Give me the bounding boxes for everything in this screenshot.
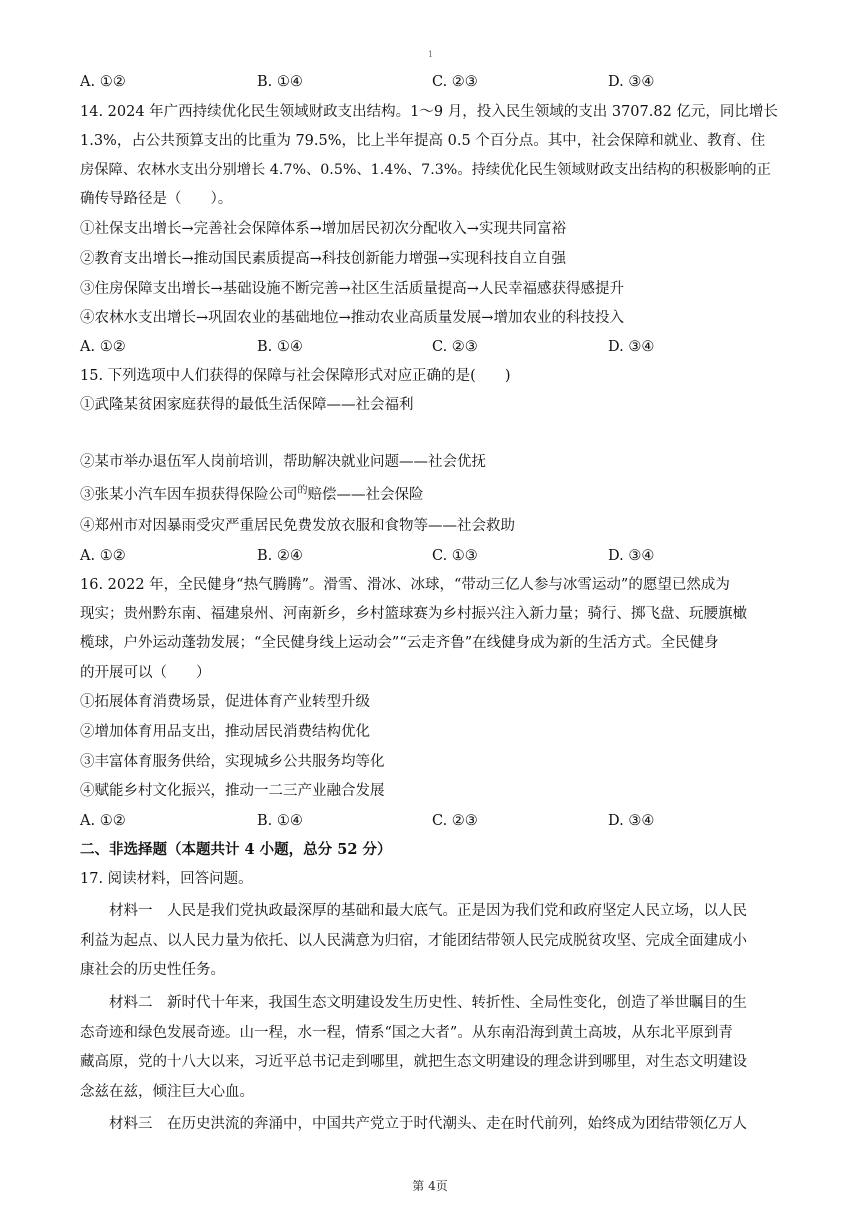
- q15-item: ④郑州市对因暴雨受灾严重居民免费发放衣服和食物等——社会救助: [80, 518, 515, 534]
- option-d: D. ③④: [608, 548, 655, 564]
- option-a: A. ①②: [80, 548, 126, 564]
- q13-options: [80, 72, 780, 92]
- q14-options: [80, 337, 780, 357]
- q15-item: ①武隆某贫困家庭获得的最低生活保障——社会福利: [80, 397, 414, 413]
- option-d: D. ③④: [608, 74, 655, 90]
- q14-stem-line: 房保障、农林水支出分别增长 4.7%、0.5%、1.4%、7.3%。持续优化民生领域财政支出结构的积极影响的正: [80, 162, 771, 178]
- q16-item: ①拓展体育消费场景，促进体育产业转型升级: [80, 694, 370, 710]
- q16-stem-line: 榄球，户外运动蓬勃发展；“全民健身线上运动会”“云走齐鲁”在线健身成为新的生活方式。全民健身: [80, 635, 719, 651]
- option-d: D. ③④: [608, 339, 655, 355]
- q14-item: ③住房保障支出增长→基础设施不断完善→社区生活质量提高→人民幸福感获得感提升: [80, 281, 624, 297]
- q14-stem-line: 14. 2024 年广西持续优化民生领域财政支出结构。1～9 月，投入民生领域的支出 3707.82 亿元，同比增长: [80, 104, 778, 120]
- option-c: C. ②③: [432, 339, 478, 355]
- option-c: C. ②③: [432, 74, 478, 90]
- q17-material-1-line: 利益为起点、以人民力量为依托、以人民满意为归宿，才能团结带领人民完成脱贫攻坚、完成全面建成小: [80, 933, 747, 949]
- q16-stem-line: 16. 2022 年，全民健身“热气腾腾”。滑雪、滑冰、冰球，“带动三亿人参与冰雪运动”的愿望已然成为: [80, 577, 730, 593]
- q17-material-1-line: 康社会的历史性任务。: [80, 962, 225, 978]
- option-b: B. ①④: [257, 74, 303, 90]
- q15-stem: 15. 下列选项中人们获得的保障与社会保障形式对应正确的是( ): [80, 368, 511, 384]
- q15-item3-pre: ③张某小汽车因车损获得保险公司: [80, 487, 298, 503]
- page-number: 第 4页: [412, 1179, 448, 1193]
- page-top-mark: 1: [428, 50, 434, 59]
- section-title: 二、非选择题（本题共计 4 小题，总分 52 分）: [80, 841, 392, 858]
- q14-item: ②教育支出增长→推动国民素质提高→科技创新能力增强→实现科技自立自强: [80, 251, 566, 267]
- q15-item3-post: 赔偿——社会保险: [307, 487, 424, 503]
- option-c: C. ①③: [432, 548, 478, 564]
- q14-stem-line: 1.3%，占公共预算支出的比重为 79.5%，比上半年提高 0.5 个百分点。其中，社会保障和就业、教育、住: [80, 133, 766, 149]
- q16-item: ④赋能乡村文化振兴，推动一二三产业融合发展: [80, 783, 385, 799]
- q17-material-2-line: 材料二 新时代十年来，我国生态文明建设发生历史性、转折性、全局性变化，创造了举世瞩目的生: [80, 995, 747, 1011]
- q17-material-2-line: 藏高原，党的十八大以来，习近平总书记走到哪里，就把生态文明建设的理念讲到哪里，对生态文明建设: [80, 1054, 747, 1070]
- q14-stem-line: 确传导路径是（ ）。: [80, 191, 233, 207]
- q17-material-1-line: 材料一 人民是我们党执政最深厚的基础和最大底气。正是因为我们党和政府坚定人民立场，以人民: [80, 903, 747, 919]
- q15-item: ②某市举办退伍军人岗前培训，帮助解决就业问题——社会优抚: [80, 454, 486, 470]
- option-d: D. ③④: [608, 813, 655, 829]
- q17-stem: 17. 阅读材料，回答问题。: [80, 871, 253, 887]
- option-b: B. ①④: [257, 813, 303, 829]
- q16-options: [80, 811, 780, 831]
- option-a: A. ①②: [80, 813, 126, 829]
- q16-item: ③丰富体育服务供给，实现城乡公共服务均等化: [80, 754, 385, 770]
- q15-item3-de: 的: [297, 485, 308, 496]
- option-a: A. ①②: [80, 74, 126, 90]
- q17-material-2-line: 念兹在兹，倾注巨大心血。: [80, 1084, 254, 1100]
- option-b: B. ②④: [257, 548, 303, 564]
- option-b: B. ①④: [257, 339, 303, 355]
- q16-stem-line: 现实；贵州黔东南、福建泉州、河南新乡，乡村篮球赛为乡村振兴注入新力量；骑行、掷飞盘、玩腰旗橄: [80, 606, 747, 622]
- q17-material-3-line: 材料三 在历史洪流的奔涌中，中国共产党立于时代潮头、走在时代前列，始终成为团结带领亿万人: [80, 1116, 747, 1132]
- q14-item: ④农林水支出增长→巩固农业的基础地位→推动农业高质量发展→增加农业的科技投入: [80, 310, 624, 326]
- q16-item: ②增加体育用品支出，推动居民消费结构优化: [80, 724, 370, 740]
- q15-item: [80, 485, 424, 507]
- q15-options: [80, 546, 780, 566]
- q16-stem-line: 的开展可以（ ）: [80, 665, 211, 681]
- q14-item: ①社保支出增长→完善社会保障体系→增加居民初次分配收入→实现共同富裕: [80, 221, 566, 237]
- option-c: C. ②③: [432, 813, 478, 829]
- q17-material-2-line: 态奇迹和绿色发展奇迹。山一程，水一程，情系“国之大者”。从东南沿海到黄土高坡，从东北平原到青: [80, 1025, 733, 1041]
- option-a: A. ①②: [80, 339, 126, 355]
